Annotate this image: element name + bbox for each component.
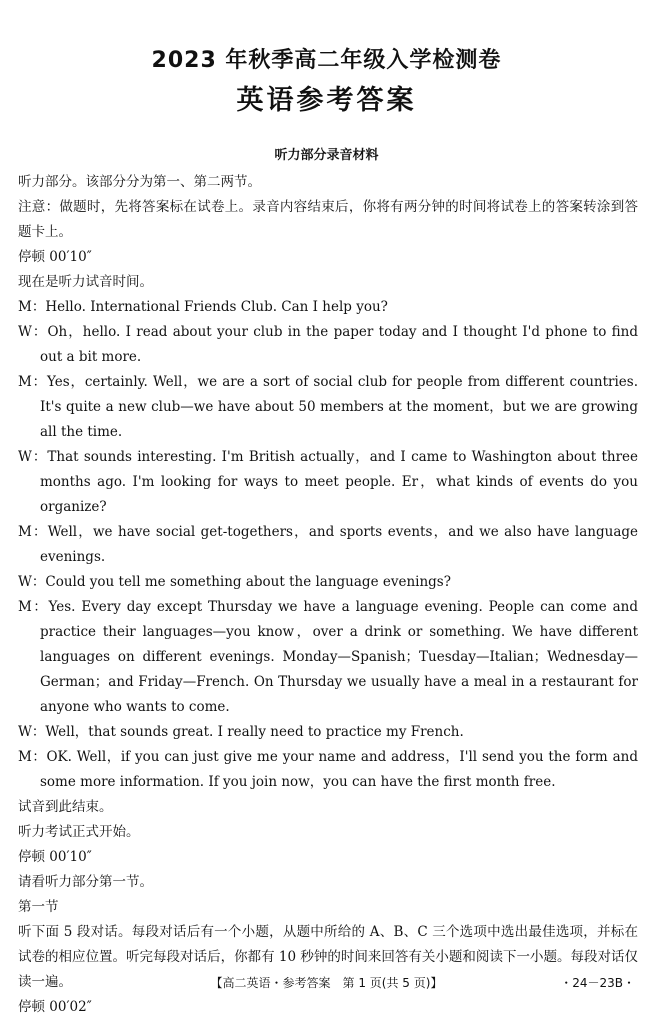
- footer-page-info: 【高二英语・参考答案 第 1 页(共 5 页)】: [210, 976, 443, 990]
- document-title: 英语参考答案: [236, 85, 417, 116]
- part1-prompt: 请看听力部分第一节。: [18, 874, 153, 890]
- pause-marker: 停顿 00′10″: [18, 249, 92, 265]
- dialogue-line: M：Yes，certainly. Well，we are a sort of social club for people from different countries. It's quite a new club—we have about 50 members at the moment，but we are growing all the time.: [18, 374, 638, 440]
- intro-text: 听力部分。该部分分为第一、第二两节。: [18, 174, 261, 190]
- dialogue-line: M：Yes. Every day except Thursday we have a language evening. People can come and practice their languages—you know，over a drink or something. We have different languages on different evenings. Monday—Spanish；Tuesday—Italian；Wednesday—German；and Friday—French. On Thursday we usually have a meal in a restaurant for anyone who wants to come.: [18, 599, 638, 715]
- dialogue-line: M：Well，we have social get-togethers，and sports events，and we also have language evenings.: [18, 524, 638, 565]
- dialogue-line: W：That sounds interesting. I'm British actually，and I came to Washington about three months ago. I'm looking for ways to meet people. Er，what kinds of events do you organize?: [18, 449, 638, 515]
- dialogue-line: W：Could you tell me something about the language evenings?: [18, 574, 451, 590]
- page-footer: [0, 972, 653, 994]
- exam-title: 2023 年秋季高二年级入学检测卷: [151, 48, 502, 73]
- dialogue-line: W：Oh，hello. I read about your club in the paper today and I thought I'd phone to find out a bit more.: [18, 324, 638, 365]
- pause-marker: 停顿 00′02″: [18, 999, 92, 1015]
- part1-instruction: 听下面 5 段对话。每段对话后有一个小题，从题中所给的 A、B、C 三个选项中选出最佳选项，并标在试卷的相应位置。听完每段对话后，你都有 10 秒钟的时间来回答有关小题和阅读下一小题。每段对话仅读一遍。: [18, 924, 638, 990]
- notice-text: 注意：做题时，先将答案标在试卷上。录音内容结束后，你将有两分钟的时间将试卷上的答案转涂到答题卡上。: [18, 199, 638, 240]
- section-title: 听力部分录音材料: [274, 148, 379, 163]
- transcript-body: [18, 170, 638, 1020]
- footer-code: ・24－23B・: [560, 976, 635, 990]
- dialogue-line: M：Hello. International Friends Club. Can I help you?: [18, 299, 388, 315]
- part1-title: 第一节: [18, 899, 59, 915]
- exam-start-text: 听力考试正式开始。: [18, 824, 140, 840]
- trial-end-text: 试音到此结束。: [18, 799, 113, 815]
- dialogue-line: M：OK. Well，if you can just give me your name and address，I'll send you the form and some more information. If you join now，you can have the first month free.: [18, 749, 638, 790]
- dialogue-line: W：Well，that sounds great. I really need to practice my French.: [18, 724, 464, 740]
- trial-start-text: 现在是听力试音时间。: [18, 274, 153, 290]
- pause-marker: 停顿 00′10″: [18, 849, 92, 865]
